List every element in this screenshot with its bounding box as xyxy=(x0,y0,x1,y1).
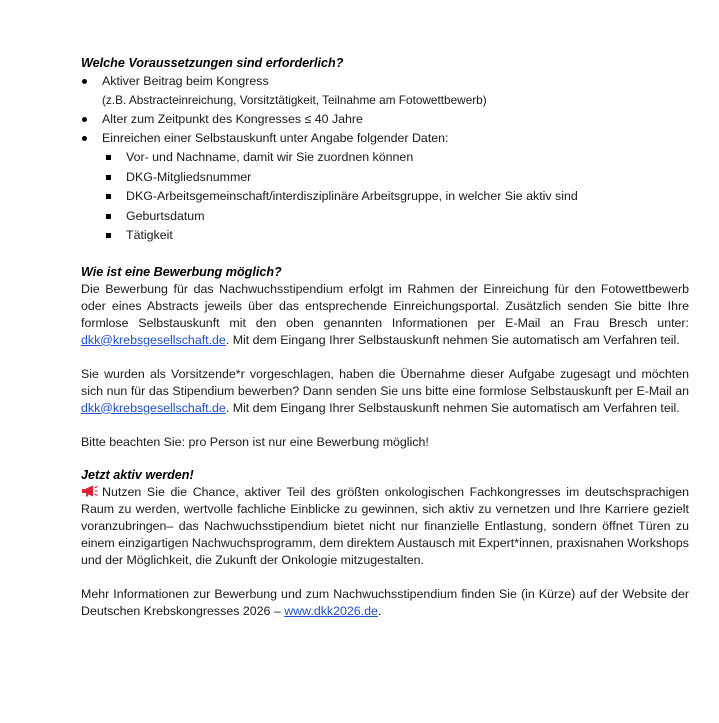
cta-paragraph-1 xyxy=(81,484,689,569)
sub-list-item-text: DKG-Arbeitsgemeinschaft/interdisziplinäre Arbeitsgruppe, in welcher Sie aktiv sind xyxy=(126,189,578,203)
website-link[interactable]: www.dkk2026.de xyxy=(284,603,378,618)
cta-heading: Jetzt aktiv werden! xyxy=(81,467,194,482)
paragraph-text: Mehr Informationen zur Bewerbung und zum Nachwuchsstipendium finden Sie (in Kürze) auf der Website der Deutschen Krebskongresses 2026 – xyxy=(81,586,689,618)
cta-paragraph-2 xyxy=(81,586,689,620)
list-item xyxy=(81,72,689,91)
application-paragraph-3: Bitte beachten Sie: pro Person ist nur eine Bewerbung möglich! xyxy=(81,434,429,449)
sub-list-item xyxy=(102,187,689,207)
application-paragraph-2 xyxy=(81,366,689,417)
paragraph-text: Die Bewerbung für das Nachwuchsstipendium erfolgt im Rahmen der Einreichung für den Fotowettbewerb oder eines Abstracts jeweils über das entsprechende Einreichungsportal. Zusätzlich senden Sie bitte Ihre formlose Selbstauskunft mit den oben genannten Informationen per E-Mail an Frau Bresch unter: xyxy=(81,281,689,330)
paragraph-text-after: . Mit dem Eingang Ihrer Selbstauskunft nehmen Sie automatisch am Verfahren teil. xyxy=(225,400,680,415)
requirements-note xyxy=(81,91,689,110)
sub-list-item-text: Tätigkeit xyxy=(126,228,173,242)
sub-list-item-text: Vor- und Nachname, damit wir Sie zuordnen können xyxy=(126,150,414,164)
list-item-text: Aktiver Beitrag beim Kongress xyxy=(102,74,269,88)
email-link[interactable]: dkk@krebsgesellschaft.de xyxy=(81,400,226,415)
list-item-text: Einreichen einer Selbstauskunft unter Angabe folgender Daten: xyxy=(102,131,449,145)
square-bullet-icon xyxy=(106,175,111,180)
requirements-heading: Welche Voraussetzungen sind erforderlich? xyxy=(81,56,344,70)
sub-list-item xyxy=(102,148,689,168)
email-link[interactable]: dkk@krebsgesellschaft.de xyxy=(81,332,226,347)
bullet-icon xyxy=(82,117,87,122)
sub-list-item xyxy=(102,207,689,227)
paragraph-text: Nutzen Sie die Chance, aktiver Teil des größten onkologischen Fachkongresses im deutschsprachigen Raum zu werden, wertvolle fachliche Einblicke zu gewinnen, sich aktiv zu vernetzen und Ihre Karriere gezielt voranzubringen– das Nachwuchsstipendium bietet nicht nur finanzielle Entlastung, sondern öffnet Türen zu einem einzigartigen Nachwuchsprogramm, dem direktem Austausch mit Expert*innen, praxisnahen Workshops und der Möglichkeit, die Zukunft der Onkologie mitzugestalten. xyxy=(81,484,689,567)
application-heading: Wie ist eine Bewerbung möglich? xyxy=(81,264,282,279)
data-items-list xyxy=(81,148,689,246)
paragraph-text: Sie wurden als Vorsitzende*r vorgeschlagen, haben die Übernahme dieser Aufgabe zugesagt und möchten sich nun für das Stipendium bewerben? Dann senden Sie uns bitte eine formlose Selbstauskunft per E-Mail an xyxy=(81,366,689,398)
square-bullet-icon xyxy=(106,233,111,238)
megaphone-icon xyxy=(81,485,98,497)
sub-list-item xyxy=(102,226,689,246)
square-bullet-icon xyxy=(106,155,111,160)
note-text: (z.B. Abstracteinreichung, Vorsitztätigkeit, Teilnahme am Fotowettbewerb) xyxy=(102,93,487,107)
list-item xyxy=(81,129,689,148)
sub-list-item-text: Geburtsdatum xyxy=(126,208,205,223)
bullet-icon xyxy=(82,136,87,141)
paragraph-text-after: . Mit dem Eingang Ihrer Selbstauskunft nehmen Sie automatisch am Verfahren teil. xyxy=(225,332,680,347)
sub-list-item-text: DKG-Mitgliedsnummer xyxy=(126,169,252,184)
application-paragraph-1 xyxy=(81,281,689,349)
square-bullet-icon xyxy=(106,214,111,219)
paragraph-text-after: . xyxy=(377,603,382,618)
square-bullet-icon xyxy=(106,194,111,199)
bullet-icon xyxy=(82,79,87,84)
sub-list-item xyxy=(102,168,689,188)
requirements-list xyxy=(81,72,689,148)
list-item-text: Alter zum Zeitpunkt des Kongresses ≤ 40 Jahre xyxy=(102,112,363,126)
list-item xyxy=(81,110,689,129)
